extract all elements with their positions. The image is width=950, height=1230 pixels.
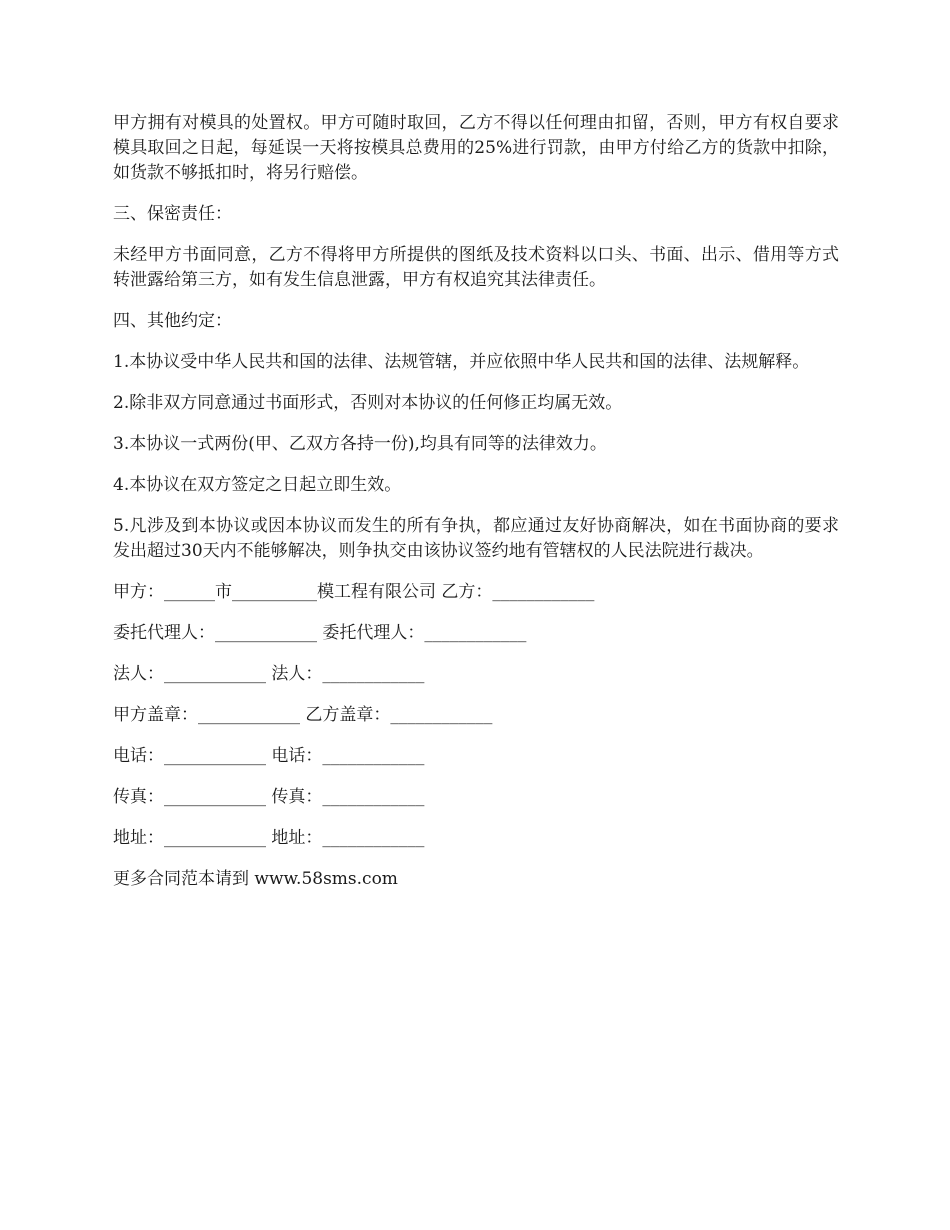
clause-4: 4.本协议在双方签定之日起立即生效。 (113, 475, 402, 495)
signature-address-line: 地址：____________ 地址：____________ (113, 828, 425, 848)
signature-fax-line: 传真：____________ 传真：____________ (113, 787, 425, 807)
clause-1: 1.本协议受中华人民共和国的法律、法规管辖，并应依照中华人民共和国的法律、法规解释。 (113, 352, 810, 372)
signature-seal-line: 甲方盖章：____________ 乙方盖章：____________ (113, 705, 493, 725)
document-page (113, 111, 839, 908)
footer-more-templates: 更多合同范本请到 www.58sms.com (113, 869, 398, 889)
clause-5: 5.凡涉及到本协议或因本协议而发生的所有争执，都应通过友好协商解决，如在书面协商的要求发出超过30天内不能够解决，则争执交由该协议签约地有管辖权的人民法院进行裁决。 (113, 516, 839, 561)
paragraph-confidentiality: 未经甲方书面同意，乙方不得将甲方所提供的图纸及技术资料以口头、书面、出示、借用等方式转泄露给第三方，如有发生信息泄露，甲方有权追究其法律责任。 (113, 245, 839, 290)
signature-phone-line: 电话：____________ 电话：____________ (113, 746, 425, 766)
signature-agent-line: 委托代理人：____________ 委托代理人：____________ (113, 623, 527, 643)
signature-party-line: 甲方：______市__________模工程有限公司 乙方：____________ (113, 582, 595, 602)
signature-legal-person-line: 法人：____________ 法人：____________ (113, 664, 425, 684)
clause-3: 3.本协议一式两份(甲、乙双方各持一份),均具有同等的法律效力。 (113, 434, 607, 454)
clause-2: 2.除非双方同意通过书面形式，否则对本协议的任何修正均属无效。 (113, 393, 623, 413)
paragraph-mold-disposal: 甲方拥有对模具的处置权。甲方可随时取回，乙方不得以任何理由扣留，否则，甲方有权自要求模具取回之日起，每延误一天将按模具总费用的25%进行罚款，由甲方付给乙方的货款中扣除，如货款不够抵扣时，将另行赔偿。 (113, 113, 839, 183)
heading-confidentiality: 三、保密责任： (113, 204, 232, 224)
heading-other-terms: 四、其他约定： (113, 311, 232, 331)
